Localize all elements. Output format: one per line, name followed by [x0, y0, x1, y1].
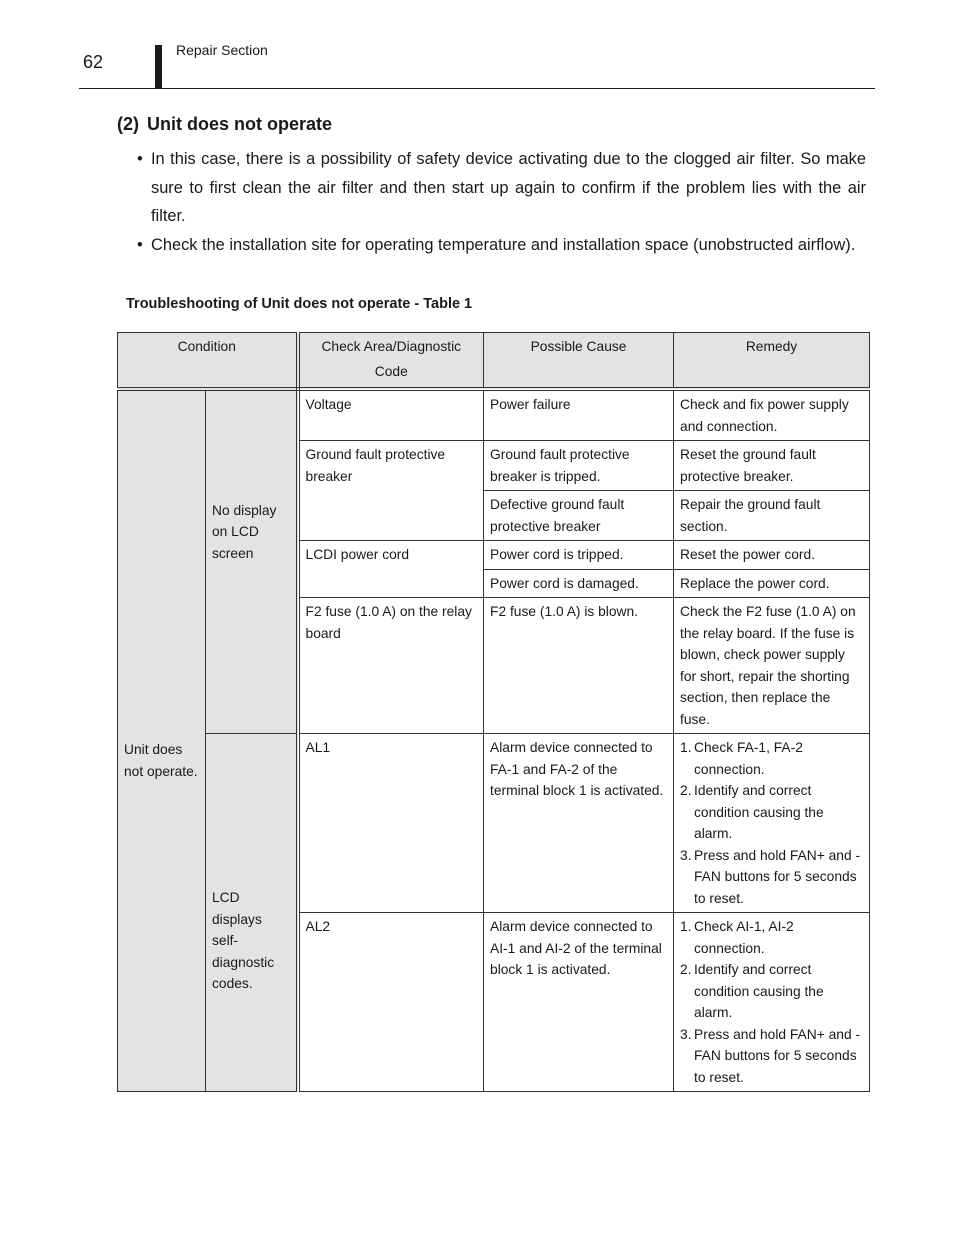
- remedy-al2-steps: [680, 916, 863, 1088]
- header-section-title: Repair Section: [176, 42, 268, 58]
- cause-al1: Alarm device connected to FA-1 and FA-2 of the terminal block 1 is activated.: [484, 734, 674, 913]
- condition-main-cell: Unit does not operate.: [118, 389, 206, 1092]
- bullet-item: [137, 145, 866, 231]
- remedy-power-supply: Check and fix power supply and connection.: [674, 389, 870, 441]
- remedy-step: 3. Press and hold FAN+ and -FAN buttons for 5 seconds to reset.: [680, 847, 861, 906]
- remedy-replace-cord: Replace the power cord.: [674, 569, 870, 598]
- remedy-al1: [674, 734, 870, 913]
- bullet-icon: •: [137, 150, 143, 168]
- cause-fuse-blown: F2 fuse (1.0 A) is blown.: [484, 598, 674, 734]
- remedy-repair-ground-fault: Repair the ground fault section.: [674, 491, 870, 541]
- remedy-step: 1. Check AI-1, AI-2 connection.: [680, 919, 794, 956]
- remedy-reset-breaker: Reset the ground fault protective breaker.: [674, 441, 870, 491]
- troubleshooting-table: [117, 332, 870, 1092]
- intro-bullet-list: [137, 145, 866, 259]
- header-possible-cause: Possible Cause: [484, 333, 674, 390]
- check-f2-fuse: F2 fuse (1.0 A) on the relay board: [298, 598, 484, 734]
- check-lcdi-power-cord: LCDI power cord: [298, 541, 484, 598]
- page-number: 62: [83, 52, 104, 72]
- cause-defective-breaker: Defective ground fault protective breaker: [484, 491, 674, 541]
- check-al1: AL1: [298, 734, 484, 913]
- remedy-fuse: Check the F2 fuse (1.0 A) on the relay board. If the fuse is blown, check power supply for short, repair the shorting section, then replace the fuse.: [674, 598, 870, 734]
- condition-lcd-codes-cell: LCD displays self-diagnostic codes.: [206, 734, 298, 1092]
- bullet-icon: •: [137, 235, 143, 254]
- header-check-area: Check Area/Diagnostic Code: [298, 333, 484, 390]
- header-condition: Condition: [118, 333, 298, 390]
- header-rule: [79, 88, 875, 89]
- header-bar: [155, 45, 162, 89]
- remedy-reset-cord: Reset the power cord.: [674, 541, 870, 570]
- section-heading-title: Unit does not operate: [147, 114, 333, 134]
- bullet-text: In this case, there is a possibility of safety device activating due to the clogged air filter. So make sure to first clean the air filter and then start up again to confirm if the problem lies with the air filter.: [151, 150, 866, 225]
- remedy-al2: [674, 913, 870, 1092]
- cause-al2: Alarm device connected to AI-1 and AI-2 of the terminal block 1 is activated.: [484, 913, 674, 1092]
- table-row: [118, 389, 870, 441]
- remedy-step: 3. Press and hold FAN+ and -FAN buttons for 5 seconds to reset.: [680, 1026, 861, 1085]
- header-remedy: Remedy: [674, 333, 870, 390]
- cause-cord-damaged: Power cord is damaged.: [484, 569, 674, 598]
- condition-no-display-cell: No display on LCD screen: [206, 389, 298, 734]
- bullet-item: [137, 231, 866, 260]
- remedy-al1-steps: [680, 737, 863, 909]
- table-header-row: [118, 333, 870, 390]
- check-al2: AL2: [298, 913, 484, 1092]
- section-heading: [117, 114, 332, 135]
- cause-power-failure: Power failure: [484, 389, 674, 441]
- remedy-step: 2. Identify and correct condition causing the alarm.: [680, 783, 824, 841]
- remedy-step: 1. Check FA-1, FA-2 connection.: [680, 740, 803, 777]
- check-ground-fault-breaker: Ground fault protective breaker: [298, 441, 484, 541]
- section-heading-number: (2): [117, 114, 139, 134]
- table-caption: Troubleshooting of Unit does not operate - Table 1: [126, 296, 473, 312]
- cause-breaker-tripped: Ground fault protective breaker is tripped.: [484, 441, 674, 491]
- bullet-text: Check the installation site for operating temperature and installation space (unobstructed airflow).: [151, 235, 856, 254]
- cause-cord-tripped: Power cord is tripped.: [484, 541, 674, 570]
- remedy-step: 2. Identify and correct condition causing the alarm.: [680, 962, 824, 1020]
- check-voltage: Voltage: [298, 389, 484, 441]
- table-row: [118, 734, 870, 913]
